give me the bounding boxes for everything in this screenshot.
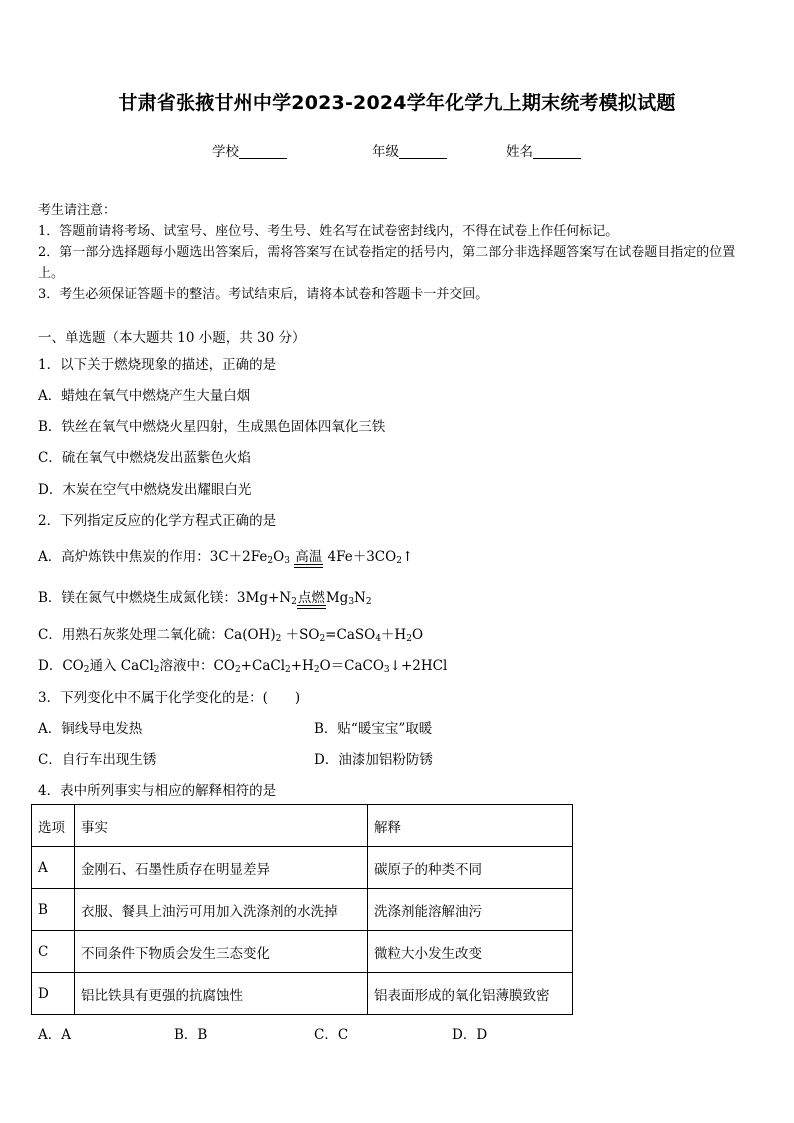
table-row bbox=[32, 973, 573, 1015]
notice-item-3: 3．考生必须保证答题卡的整洁。考试结束后，请将本试卷和答题卡一并交回。 bbox=[38, 287, 489, 302]
grade-blank[interactable] bbox=[399, 144, 447, 159]
table-row bbox=[32, 931, 573, 973]
q4-stem: 4．表中所列事实与相应的解释相符的是 bbox=[38, 783, 277, 799]
table-row bbox=[32, 889, 573, 931]
q2a-sub: 3 bbox=[284, 556, 290, 566]
name-blank[interactable] bbox=[533, 144, 581, 159]
q4-table bbox=[31, 804, 573, 1015]
q2c-text: ＋H bbox=[380, 627, 407, 643]
q2b-sub: 2 bbox=[291, 597, 297, 607]
header-cell: 选项 bbox=[32, 805, 75, 847]
name-field bbox=[506, 140, 581, 160]
q3-option-a: A．铜线导电发热 bbox=[38, 721, 143, 737]
q2a-text: O bbox=[273, 549, 285, 565]
q2a-text: 4Fe＋3CO bbox=[327, 549, 397, 565]
q1-option-d: D．木炭在空气中燃烧发出耀眼白光 bbox=[38, 482, 252, 498]
q2c-sub: 4 bbox=[375, 634, 381, 644]
q2c-sub: 2 bbox=[406, 634, 412, 644]
q3-stem: 3．下列变化中不属于化学变化的是：( ) bbox=[38, 690, 301, 706]
q4-option-a: A．A bbox=[38, 1027, 71, 1043]
q2d-text: O＝CaCO bbox=[319, 658, 384, 674]
table-row bbox=[32, 847, 573, 889]
table-cell: 不同条件下物质会发生三态变化 bbox=[75, 931, 368, 973]
q2d-text: 通入 CaCl bbox=[89, 658, 154, 674]
gas-arrow: ↑ bbox=[401, 549, 414, 565]
q4-option-c: C．C bbox=[314, 1027, 349, 1043]
q2c-text: ＋SO bbox=[281, 627, 320, 643]
q4-option-b: B．B bbox=[174, 1027, 208, 1043]
school-field bbox=[212, 140, 287, 160]
q2-stem: 2．下列指定反应的化学方程式正确的是 bbox=[38, 513, 277, 529]
q2b-text: B．镁在氮气中燃烧生成氮化镁：3Mg+N bbox=[38, 590, 292, 606]
table-header-row bbox=[32, 805, 573, 847]
section-heading: 一、单选题（本大题共 10 小题，共 30 分） bbox=[38, 330, 306, 346]
q2d-text: +CaCl bbox=[240, 658, 286, 674]
q2b-sub: 3 bbox=[348, 597, 355, 607]
q2-option-a bbox=[38, 545, 413, 565]
q3-option-b: B．贴“暖宝宝”取暖 bbox=[314, 721, 433, 737]
q2b-text: N bbox=[354, 590, 366, 606]
grade-label: 年级 bbox=[372, 144, 399, 160]
q2a-text: A．高炉炼铁中焦炭的作用：3C＋2Fe bbox=[38, 549, 268, 565]
reaction-condition: 高温 bbox=[295, 549, 323, 565]
table-cell: D bbox=[32, 973, 75, 1015]
q2c-text: =CaSO bbox=[325, 627, 376, 643]
school-blank[interactable] bbox=[239, 144, 287, 159]
q1-option-a: A．蜡烛在氧气中燃烧产生大量白烟 bbox=[38, 388, 251, 404]
school-label: 学校 bbox=[212, 144, 239, 160]
table-cell: A bbox=[32, 847, 75, 889]
q2d-sub: 2 bbox=[153, 665, 160, 675]
q2a-sub: 2 bbox=[396, 556, 402, 566]
q2d-text: ↓+2HCl bbox=[389, 658, 448, 674]
q2c-text: C．用熟石灰浆处理二氧化硫：Ca(OH) bbox=[38, 627, 276, 643]
notice-heading: 考生请注意： bbox=[38, 203, 117, 218]
q2d-sub: 2 bbox=[234, 665, 241, 675]
q3-option-c: C．自行车出现生锈 bbox=[38, 752, 157, 768]
q1-stem: 1．以下关于燃烧现象的描述，正确的是 bbox=[38, 357, 277, 373]
q2b-sub: 2 bbox=[365, 597, 372, 607]
table-cell: 铝表面形成的氧化铝薄膜致密 bbox=[368, 973, 573, 1015]
table-cell: 洗涤剂能溶解油污 bbox=[368, 889, 573, 931]
q2d-sub: 2 bbox=[313, 665, 320, 675]
q2d-sub: 2 bbox=[285, 665, 291, 675]
table-cell: 微粒大小发生改变 bbox=[368, 931, 573, 973]
table-cell: 铝比铁具有更强的抗腐蚀性 bbox=[75, 973, 368, 1015]
table-cell: 金刚石、石墨性质存在明显差异 bbox=[75, 847, 368, 889]
q2d-text: D．CO bbox=[38, 658, 84, 674]
q2b-text: Mg bbox=[325, 590, 349, 606]
name-label: 姓名 bbox=[506, 144, 533, 160]
q1-option-b: B．铁丝在氧气中燃烧火星四射，生成黑色固体四氧化三铁 bbox=[38, 419, 386, 435]
q3-option-d: D．油漆加铝粉防锈 bbox=[314, 752, 433, 768]
q2d-sub: 3 bbox=[383, 665, 390, 675]
q2-option-c bbox=[38, 623, 423, 643]
header-cell: 解释 bbox=[368, 805, 573, 847]
header-cell: 事实 bbox=[75, 805, 368, 847]
page-title: 甘肃省张掖甘州中学2023-2024学年化学九上期末统考模拟试题 bbox=[118, 92, 676, 114]
notice-item-2: 2．第一部分选择题每小题选出答案后，需将答案写在试卷指定的括号内，第二部分非选择题答案写在试卷题目指定的位置上。 bbox=[38, 245, 736, 281]
grade-field bbox=[372, 140, 447, 160]
q1-option-c: C．硫在氧气中燃烧发出蓝紫色火焰 bbox=[38, 450, 251, 466]
table-cell: 衣服、餐具上油污可用加入洗涤剂的水洗掉 bbox=[75, 889, 368, 931]
q2-option-d bbox=[38, 654, 447, 674]
q2d-text: +H bbox=[290, 658, 314, 674]
q2c-text: O bbox=[411, 627, 424, 643]
q2c-sub: 2 bbox=[275, 634, 282, 644]
q4-option-d: D．D bbox=[452, 1027, 488, 1043]
table-cell: B bbox=[32, 889, 75, 931]
q2d-text: 溶液中：CO bbox=[159, 658, 235, 674]
notice-item-1: 1．答题前请将考场、试室号、座位号、考生号、姓名写在试卷密封线内，不得在试卷上作任何标记。 bbox=[38, 224, 619, 239]
q2d-sub: 2 bbox=[83, 665, 90, 675]
q2a-sub: 2 bbox=[267, 556, 274, 566]
table-cell: C bbox=[32, 931, 75, 973]
table-cell: 碳原子的种类不同 bbox=[368, 847, 573, 889]
q2c-sub: 2 bbox=[319, 634, 326, 644]
reaction-condition: 点燃 bbox=[297, 590, 325, 606]
q2-option-b bbox=[38, 586, 372, 606]
